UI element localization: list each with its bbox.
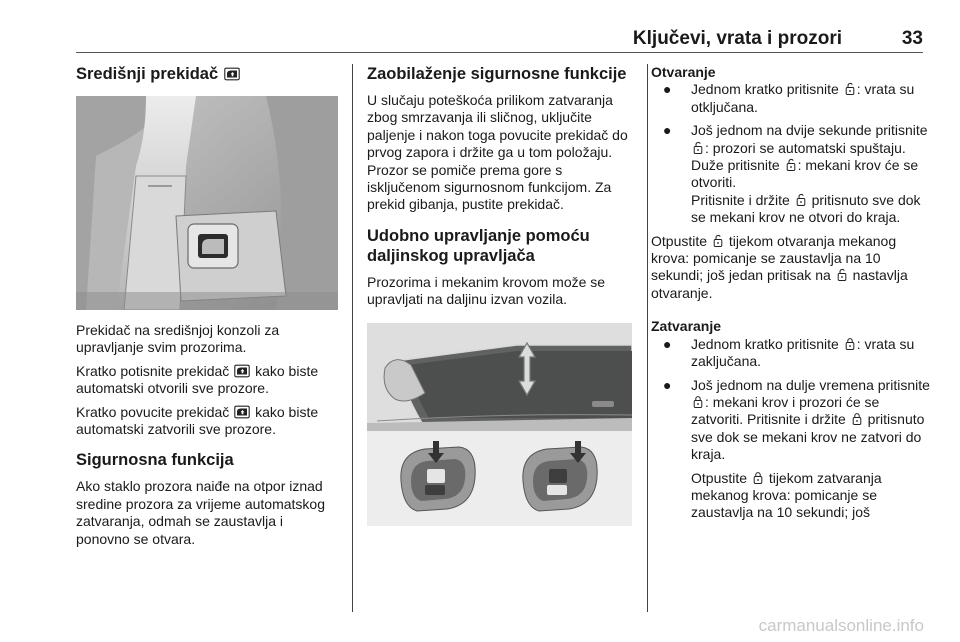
paragraph: Prozorima i mekanim krovom može se upravljati na daljinu izvan vozila. xyxy=(367,273,606,308)
column-divider xyxy=(352,64,353,612)
paragraph: Ako staklo prozora naiđe na otpor iznad sredine prozora za vrijeme automatskog zatvaranja, odmah se zaustavlja i ponovno se otvara. xyxy=(76,478,326,547)
column-2 xyxy=(367,64,633,526)
open-list xyxy=(651,81,931,226)
lock-key-icon xyxy=(851,412,863,426)
unlock-key-icon xyxy=(836,268,848,282)
lock-key-icon xyxy=(692,395,704,409)
section-heading: Udobno upravljanje pomoću daljinskog upravljača xyxy=(367,226,590,265)
subheading-close: Zatvaranje xyxy=(651,318,722,335)
unlock-key-icon xyxy=(692,141,704,155)
list-item: ● Jednom kratko pritisnite : vrata su otključana. xyxy=(663,81,915,115)
paragraph: Kratko potisnite prekidač kako biste automatski otvorili sve prozore. xyxy=(76,362,319,397)
page-title: Ključevi, vrata i prozori xyxy=(632,28,842,49)
unlock-key-icon xyxy=(844,82,856,96)
lock-key-icon xyxy=(752,471,764,485)
illustration-caption: Prekidač na središnjoj konzoli za upravljanje svim prozorima. xyxy=(76,322,280,356)
window-switch-icon xyxy=(234,405,250,419)
list-item: ● Jednom kratko pritisnite : vrata su zaključana. xyxy=(663,335,915,370)
column-1 xyxy=(76,64,338,548)
page-header xyxy=(0,22,960,52)
section-heading: Sigurnosna funkcija xyxy=(76,451,234,470)
section-heading: Zaobilaženje sigurnosne funkcije xyxy=(367,65,627,83)
window-switch-icon xyxy=(234,364,250,378)
paragraph: Otpustite tijekom otvaranja mekanog krova: pomicanje se zaustavlja na 10 sekundi; još jedan pritisak na nastavlja otvaranje. xyxy=(651,232,908,301)
column-divider xyxy=(647,64,648,612)
lock-key-icon xyxy=(844,337,856,351)
list-item: ● Još jednom na dvije sekunde pritisnite : prozori se automatski spuštaju. Duže pritisnite : mekani krov će se otvoriti. Pritisnite i držite pritisnuto sve dok se mekani krov ne otvori do kraja. xyxy=(663,122,928,226)
header-rule xyxy=(76,52,923,53)
list-item: ● Još jednom na dulje vremena pritisnite : mekani krov i prozori će se zatvoriti. Pritisnite i držite pritisnuto sve dok se mekani krov ne zatvori do kraja. xyxy=(663,376,930,463)
remote-control-illustration xyxy=(367,323,632,526)
watermark: carmanualsonline.info xyxy=(758,616,924,635)
unlock-key-icon xyxy=(795,193,807,207)
close-list xyxy=(651,336,931,522)
section-heading: Središnji prekidač xyxy=(76,64,338,84)
unlock-key-icon xyxy=(785,158,797,172)
center-console-illustration xyxy=(76,96,338,310)
paragraph: U slučaju poteškoća prilikom zatvaranja zbog smrzavanja ili sličnog, uključite paljenje i nakon toga povucite prekidač do prvog zapora i držite ga u tom položaju. Prozor se pomiče prema gore s isključenom sigurnosnom funkcijom. Za prekid gibanja, pustite prekidač. xyxy=(367,92,628,213)
subheading-open: Otvaranje xyxy=(651,64,716,80)
list-item-continued: Otpustite tijekom zatvaranja mekanog krova: pomicanje se zaustavlja na 10 sekundi; još xyxy=(691,469,882,521)
unlock-key-icon xyxy=(712,234,724,248)
page-number: 33 xyxy=(901,28,923,49)
paragraph: Kratko povucite prekidač kako biste automatski zatvorili sve prozore. xyxy=(76,403,319,438)
column-3 xyxy=(651,64,931,522)
window-switch-icon xyxy=(224,67,240,81)
